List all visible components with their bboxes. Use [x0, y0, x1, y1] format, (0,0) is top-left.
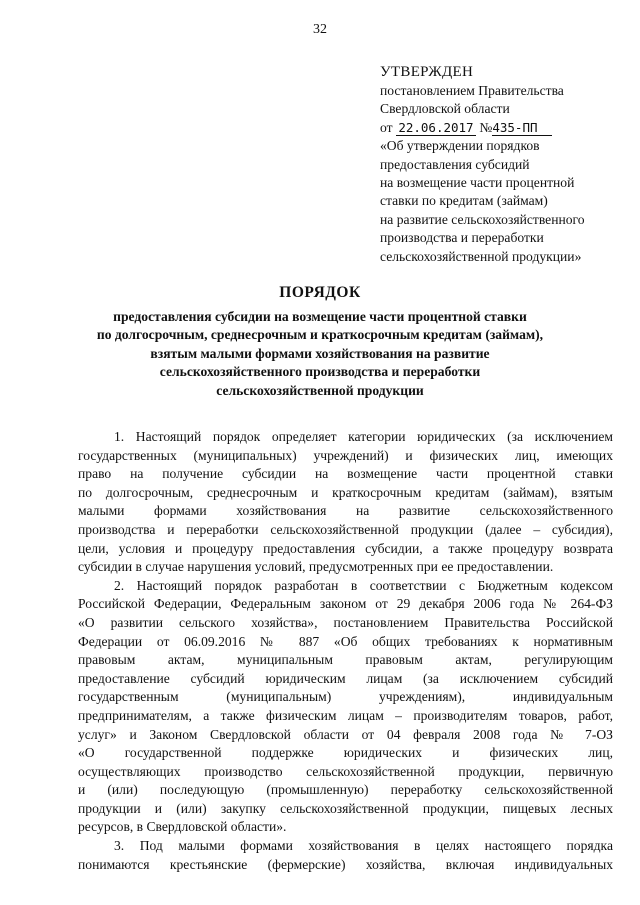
approval-date: 22.06.2017: [396, 121, 476, 136]
paragraph-line: и (или) последующую (промышленную) переработку сельскохозяйственной: [78, 782, 613, 798]
paragraph-line: 2. Настоящий порядок разработан в соответствии с Бюджетным кодексом: [114, 577, 613, 593]
approval-line: Свердловской области: [380, 101, 510, 117]
approval-date-line: [380, 119, 630, 137]
title-subtitle-line: сельскохозяйственного производства и переработки: [159, 364, 481, 380]
title-subtitle-line: сельскохозяйственной продукции: [216, 382, 424, 398]
title-subtitle-line: по долгосрочным, среднесрочным и краткосрочным кредитам (займам),: [96, 327, 544, 343]
paragraph-line: государственных (муниципальных) учреждений) и физических лиц, имеющих: [78, 447, 613, 463]
title-main: ПОРЯДОК: [279, 284, 361, 301]
paragraph-line: малыми формами хозяйствования на развитие сельскохозяйственного: [78, 503, 613, 519]
paragraph-line: государственным (муниципальным) учреждениям), индивидуальным: [78, 689, 613, 705]
approval-subject-line: производства и переработки: [380, 230, 544, 246]
paragraph-line: право на получение субсидии на возмещение части процентной ставки: [78, 466, 613, 482]
paragraph-line: услуг» и Законом Свердловской области от 04 февраля 2008 года № 7-ОЗ: [78, 726, 613, 742]
approval-subject-line: на возмещение части процентной: [380, 175, 575, 191]
approval-subject-line: на развитие сельскохозяйственного: [380, 211, 585, 227]
paragraph-line: предоставление субсидий юридическим лицам (за исключением субсидий: [78, 670, 613, 686]
document-title: [60, 282, 580, 400]
title-subtitle-line: предоставления субсидии на возмещение части процентной ставки: [113, 309, 527, 324]
paragraph-line: 3. Под малыми формами хозяйствования в целях настоящего порядка: [114, 838, 613, 854]
page-number: 32: [313, 22, 327, 37]
paragraph-line: осуществляющих производство сельскохозяйственной продукции, первичную: [78, 763, 613, 779]
paragraph-line: продукции и (или) закупку сельскохозяйственной продукции, пищевых лесных: [78, 800, 613, 816]
approval-subject-line: ставки по кредитам (займам): [380, 193, 548, 209]
paragraph-line: производства и переработки сельскохозяйственной продукции (далее – субсидия),: [78, 521, 613, 537]
paragraph-line: «О государственной поддержке юридических и физических лиц,: [78, 745, 613, 761]
paragraph-3: [78, 837, 613, 874]
paragraph-line: субсидии в случае нарушения условий, предусмотренных при ее предоставлении.: [78, 559, 554, 575]
approval-subject-line: сельскохозяйственной продукции»: [380, 248, 582, 264]
body-text: [78, 428, 613, 874]
approval-block: [380, 62, 630, 266]
paragraph-line: Федерации от 06.09.2016 № 887 «Об общих требованиях к нормативным: [78, 633, 613, 649]
paragraph-line: цели, условия и процедуру предоставления субсидии, а также процедуру возврата: [78, 540, 613, 556]
date-prefix: от: [380, 119, 393, 135]
number-prefix: №: [479, 119, 493, 135]
approval-subject-line: предоставления субсидий: [380, 156, 530, 172]
approval-line: постановлением Правительства: [380, 83, 564, 98]
paragraph-line: 1. Настоящий порядок определяет категории юридических (за исключением: [114, 429, 613, 444]
approval-subject-line: «Об утверждении порядков: [380, 138, 540, 154]
title-subtitle-line: взятым малыми формами хозяйствования на развитие: [150, 345, 490, 361]
paragraph-line: ресурсов, в Свердловской области».: [78, 819, 287, 835]
paragraph-line: правовым актам, муниципальным правовым актам, регулирующим: [78, 652, 613, 668]
paragraph-1: [78, 428, 613, 577]
paragraph-line: «О развитии сельского хозяйства», постановлением Правительства Российской: [78, 614, 613, 630]
paragraph-2: [78, 577, 613, 837]
approved-stamp: УТВЕРЖДЕН: [380, 64, 474, 80]
paragraph-line: по долгосрочным, среднесрочным и краткосрочным кредитам (займам), взятым: [78, 484, 613, 500]
paragraph-line: предпринимателям, а также физическим лицам – производителям товаров, работ,: [78, 707, 613, 723]
approval-number: 435-ПП: [492, 121, 552, 136]
paragraph-line: Российской Федерации, Федеральным законом от 29 декабря 2006 года № 264-ФЗ: [78, 596, 613, 612]
paragraph-line: понимаются крестьянские (фермерские) хозяйства, включая индивидуальных: [78, 856, 613, 872]
